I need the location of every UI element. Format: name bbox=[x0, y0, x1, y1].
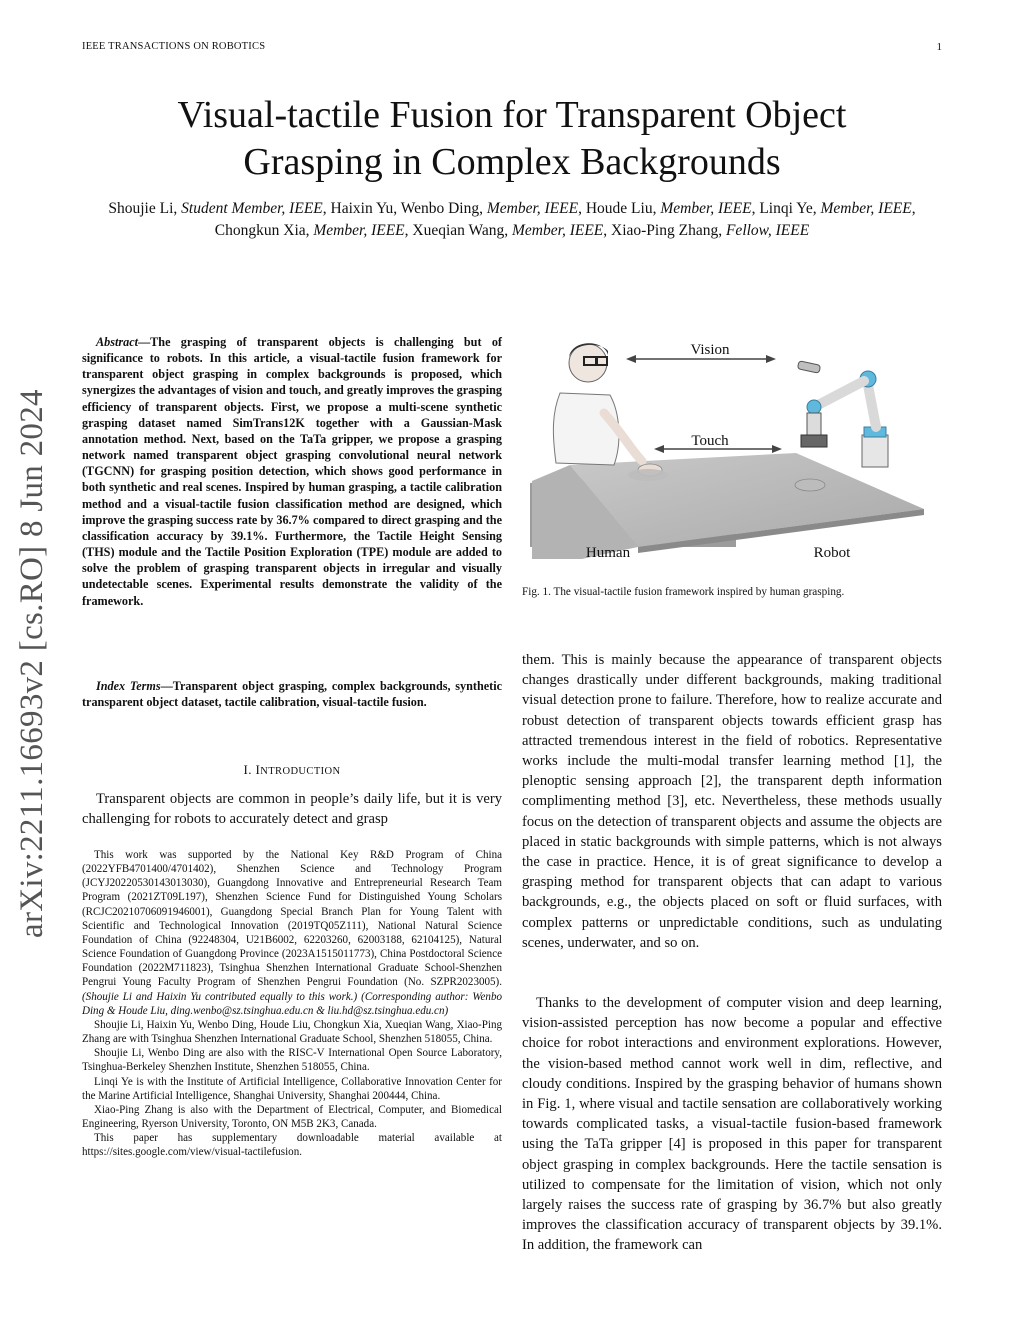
figure-1 bbox=[522, 333, 942, 573]
running-head: IEEE TRANSACTIONS ON ROBOTICS bbox=[82, 41, 266, 52]
abstract bbox=[82, 334, 502, 609]
index-terms bbox=[82, 678, 502, 710]
funding-footnote bbox=[82, 848, 502, 1018]
page-number: 1 bbox=[936, 41, 942, 53]
label-robot: Robot bbox=[813, 545, 851, 561]
robot-arm bbox=[797, 361, 888, 467]
author-name: , Xueqian Wang, bbox=[404, 222, 513, 239]
human-figure bbox=[553, 343, 662, 476]
author-list bbox=[80, 198, 944, 242]
affiliation-footnote: Xiao-Ping Zhang is also with the Department of Electrical, Computer, and Biomedical Engineering, Ryerson University, Toronto, ON M5B 2K3, Canada. bbox=[82, 1103, 502, 1130]
abstract-text: —The grasping of transparent objects is challenging but of significance to robots. In this article, a visual-tactile fusion framework for transparent object grasping in complex backgrounds is proposed, which synergizes the advantages of vision and touch, and greatly improves the grasping efficiency of transparent objects. First, we propose a multi-scene synthetic grasping dataset named SimTrans12K together with a Gaussian-Mask annotation method. Next, based on the TaTa gripper, we propose a grasping network named transparent object grasping convolutional neural network (TGCNN) for grasping position detection, which shows good performance in both synthetic and real scenes. Inspired by human grasping, a tactile calibration method and a visual-tactile fusion classification method are designed, which improve the grasping success rate by 36.7% compared to direct grasping and the classification accuracy by 39.1%. Furthermore, the Tactile Height Sensing (THS) module and the Tactile Position Exploration (TPE) module are added to solve the problem of grasping transparent objects in irregular and visually undetectable scenes. Experimental results demonstrate the validity of the framework. bbox=[82, 335, 502, 608]
author-name: , Linqi Ye, bbox=[751, 200, 821, 217]
label-vision: Vision bbox=[690, 342, 730, 358]
label-human: Human bbox=[585, 545, 631, 561]
title-line-2: Grasping in Complex Backgrounds bbox=[243, 141, 781, 183]
affiliation-footnote: Shoujie Li, Wenbo Ding are also with the RISC-V International Open Source Laboratory, Tsinghua-Berkeley Shenzhen Institute, Shenzhen 518055, China. bbox=[82, 1047, 502, 1074]
author-name: , Houde Liu, bbox=[578, 200, 661, 217]
transparent-object-human bbox=[628, 469, 668, 481]
index-terms-lead: Index Terms bbox=[96, 679, 161, 693]
author-role: Member, IEEE bbox=[660, 200, 752, 217]
figure-illustration bbox=[522, 333, 942, 573]
abstract-lead: Abstract bbox=[96, 335, 138, 349]
label-touch: Touch bbox=[691, 433, 729, 449]
section-title-initial: I bbox=[255, 762, 261, 777]
author-name: , Xiao-Ping Zhang, bbox=[603, 222, 726, 239]
body-paragraph: them. This is mainly because the appearance of transparent objects changes drastically under different backgrounds, making traditional visual detection prone to failure. Therefore, how to realize accurate and robust detection of transparent objects towards efficient grasp has attracted tremendous interest in the field of robotics. Representative works include the multi-modal transfer learning method [1], the plenoptic sensing approach [2], the transparent depth information complimenting method [3], etc. Nevertheless, these methods usually focus on the detection of transparent objects and assume the objects are placed in static backgrounds with simple patterns, which is not always the case in practice. Hence, it is of great significance to develop a grasping method for transparent objects that can adapt to various backgrounds, e.g., the objects placed on soft or fluid surfaces, with complex patterns or unpredictable conditions, such as undulating scenes, underwater, and so on. bbox=[522, 652, 942, 951]
intro-paragraph: Transparent objects are common in people’s daily life, but it is very challenging for robots to accurately detect and grasp bbox=[82, 791, 502, 828]
corresponding-author-note: (Shoujie Li and Haixin Yu contributed equally to this work.) (Corresponding author: Wenbo Ding & Houde Liu, ding.wenbo@sz.tsinghua.edu.cn & liu.hd@sz.tsinghua.edu.cn) bbox=[82, 990, 502, 1017]
body-paragraph: Thanks to the development of computer vision and deep learning, vision-assisted perception has now become a popular and effective choice for robot interactions and environment explorations. However, the vision-based method cannot work well in dim, reflective, and cloudy conditions. Inspired by the grasping behavior of humans shown in Fig. 1, where visual and tactile sensation are collaboratively working towards complicated tasks, a visual-tactile fusion-based framework using the TaTa gripper [4] is proposed in this paper for transparent object grasping in complex backgrounds. Here the tactile sensation is utilized to compensate for the limitation of vision, which not only largely raises the success rate of grasping by 36.7% but also greatly improves the classification accuracy of transparent objects by 39.1%. In addition, the framework can bbox=[522, 995, 942, 1254]
funding-text: This work was supported by the National Key R&D Program of China (2022YFB4701400/4701402), Shenzhen Science and Technology Program (JCYJ20220530143013030), Guangdong Innovative and Entrepreneurial Research Team Program (2021ZT09L197), Shenzhen Science Fund for Distinguished Young Scholars (RCJC20210706091946001), Guangdong Special Branch Plan for Young Talent with Scientific and Technological Innovation (2019TQ05Z111), National Natural Science Foundation of China (92248304, U21B6002, 62203260, 62003188, 62104125), Natural Science Foundation of Guangdong Province (2023A1515011773), China Postdoctoral Science Foundation (2022M711823), Tsinghua Shenzhen International Graduate School-Shenzhen Pengrui Young Faculty Program of Shenzhen Pengrui Foundation (No. SZPR2023005). bbox=[82, 849, 502, 989]
section-heading bbox=[82, 762, 502, 778]
author-name: Shoujie Li, bbox=[108, 200, 182, 217]
affiliation-footnote: Linqi Ye is with the Institute of Artificial Intelligence, Collaborative Innovation Center for the Marine Artificial Intelligence, Shanghai University, Shanghai 200444, China. bbox=[82, 1075, 502, 1102]
author-name: , Chongkun Xia, bbox=[214, 200, 916, 239]
author-name: , Haixin Yu, Wenbo Ding, bbox=[322, 200, 487, 217]
section-title-rest: NTRODUCTION bbox=[260, 766, 341, 777]
footnotes bbox=[82, 848, 502, 1159]
author-role: Member, IEEE bbox=[820, 200, 912, 217]
title-line-1: Visual-tactile Fusion for Transparent Object bbox=[177, 94, 847, 136]
author-role: Member, IEEE bbox=[512, 222, 604, 239]
author-role: Fellow, IEEE bbox=[725, 222, 810, 239]
supplement-footnote[interactable]: This paper has supplementary downloadable material available at https://sites.google.com/view/visual-tactilefusion. bbox=[82, 1132, 502, 1159]
figure-caption: Fig. 1. The visual-tactile fusion framework inspired by human grasping. bbox=[522, 586, 845, 598]
author-role: Member, IEEE bbox=[486, 200, 579, 217]
index-terms-text: —Transparent object grasping, complex backgrounds, synthetic transparent object dataset, tactile calibration, visual-tactile fusion. bbox=[82, 679, 502, 710]
paper-title bbox=[60, 92, 964, 186]
author-role: Member, IEEE bbox=[313, 222, 405, 239]
transparent-object-robot bbox=[795, 479, 825, 491]
affiliation-footnote: Shoujie Li, Haixin Yu, Wenbo Ding, Houde Liu, Chongkun Xia, Xueqian Wang, Xiao-Ping Zhang are with Tsinghua Shenzhen International Graduate School, Shenzhen 518055, China. bbox=[82, 1018, 502, 1046]
section-numeral: I. bbox=[243, 762, 256, 777]
arxiv-identifier[interactable]: arXiv:2211.16693v2 [cs.RO] 8 Jun 2024 bbox=[14, 389, 50, 938]
author-role: Student Member, IEEE bbox=[181, 200, 323, 217]
